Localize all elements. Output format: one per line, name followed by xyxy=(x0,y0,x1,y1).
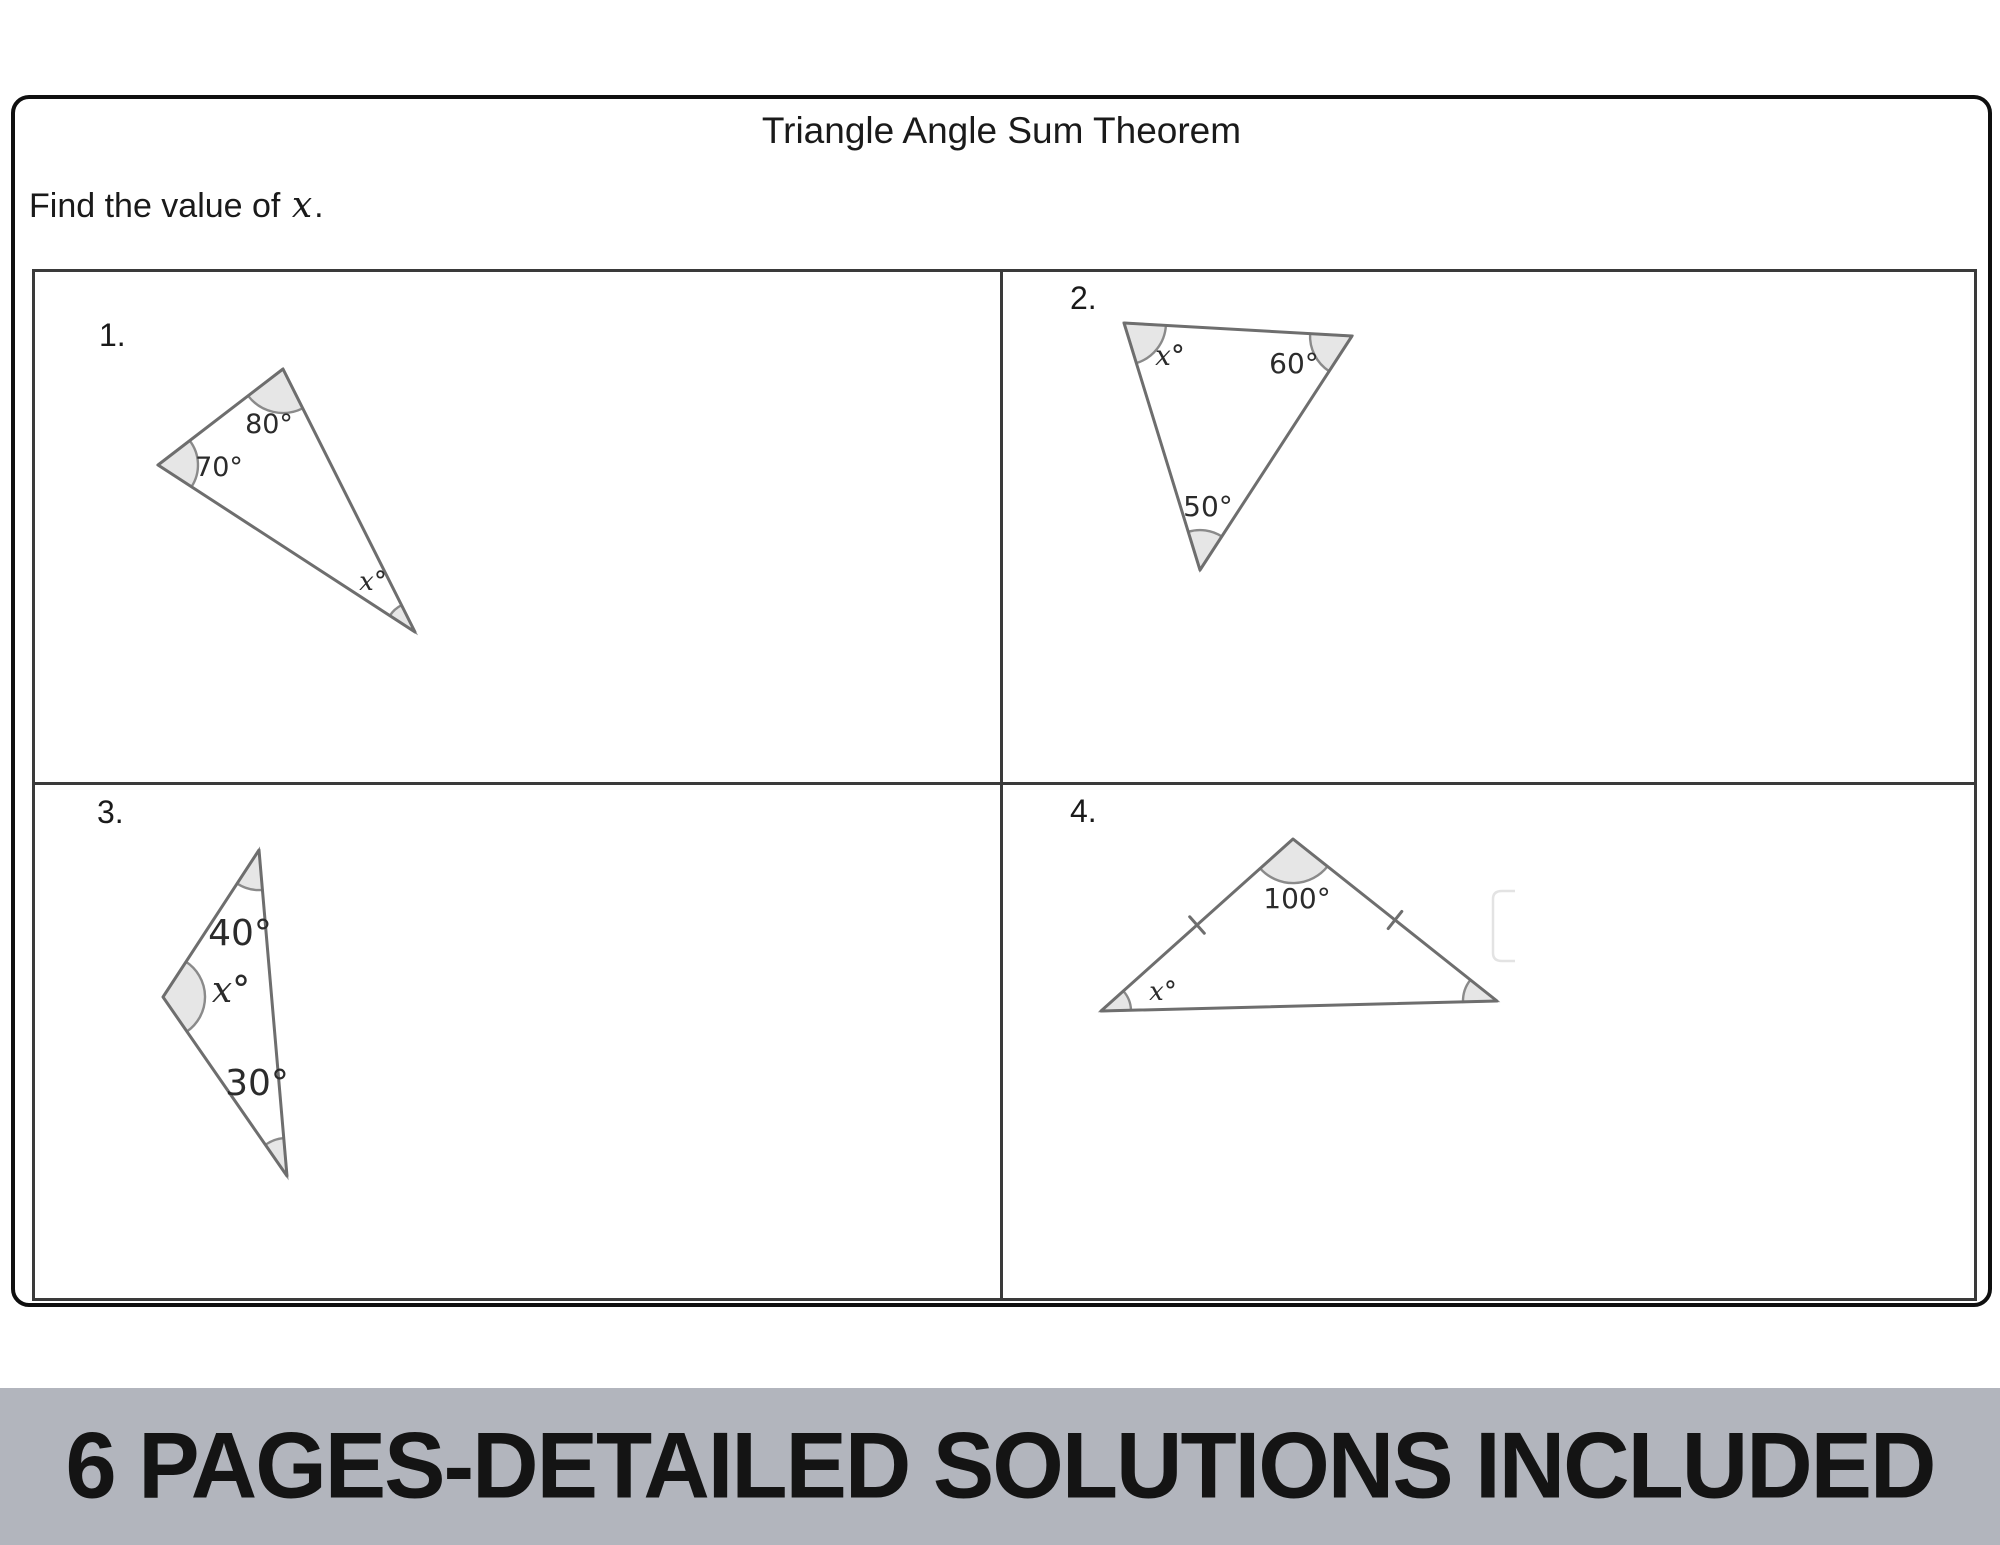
angle-label: 70° xyxy=(195,452,243,483)
math-variable-x: x xyxy=(291,185,313,226)
problem-2-cell xyxy=(1003,272,1974,785)
problems-grid xyxy=(32,269,1977,1301)
problem-number: 1. xyxy=(99,317,126,353)
angle-label: 50° xyxy=(1183,490,1233,523)
angle-label: x° xyxy=(211,970,251,1011)
problem-number: 2. xyxy=(1070,280,1097,316)
problem-4-cell xyxy=(1003,785,1974,1298)
banner-text: 6 PAGES-DETAILED SOLUTIONS INCLUDED xyxy=(65,1413,1935,1519)
tick-mark xyxy=(1388,911,1402,928)
angle-label: 60° xyxy=(1269,347,1319,380)
instruction-prefix: Find the value of xyxy=(29,187,290,225)
problem-3-cell xyxy=(35,785,1003,1298)
instruction-text xyxy=(29,185,324,227)
angle-label: x° xyxy=(1155,339,1185,372)
angle-wedge xyxy=(158,441,198,487)
angle-label: 30° xyxy=(225,1063,289,1104)
promo-banner xyxy=(0,1388,2000,1545)
problem-number: 4. xyxy=(1070,793,1097,829)
problem-number: 3. xyxy=(97,794,124,830)
instruction-suffix: . xyxy=(314,187,324,225)
angle-label: 100° xyxy=(1263,882,1331,915)
triangle-figure-1 xyxy=(35,272,1000,782)
page-title: Triangle Angle Sum Theorem xyxy=(761,110,1242,151)
angle-wedge xyxy=(163,962,205,1032)
angle-label: 80° xyxy=(245,409,293,440)
text-box-artifact xyxy=(1493,891,1515,961)
angle-label: 40° xyxy=(208,913,272,954)
angle-label: x° xyxy=(1149,977,1177,1007)
angle-label: x° xyxy=(359,567,387,597)
triangle-figure-3 xyxy=(35,785,1000,1298)
triangle-figure-4 xyxy=(1003,785,1974,1298)
angle-wedges xyxy=(163,850,287,1176)
triangle-figure-2 xyxy=(1003,272,1974,782)
worksheet-box xyxy=(11,95,1992,1307)
problem-1-cell xyxy=(35,272,1003,785)
